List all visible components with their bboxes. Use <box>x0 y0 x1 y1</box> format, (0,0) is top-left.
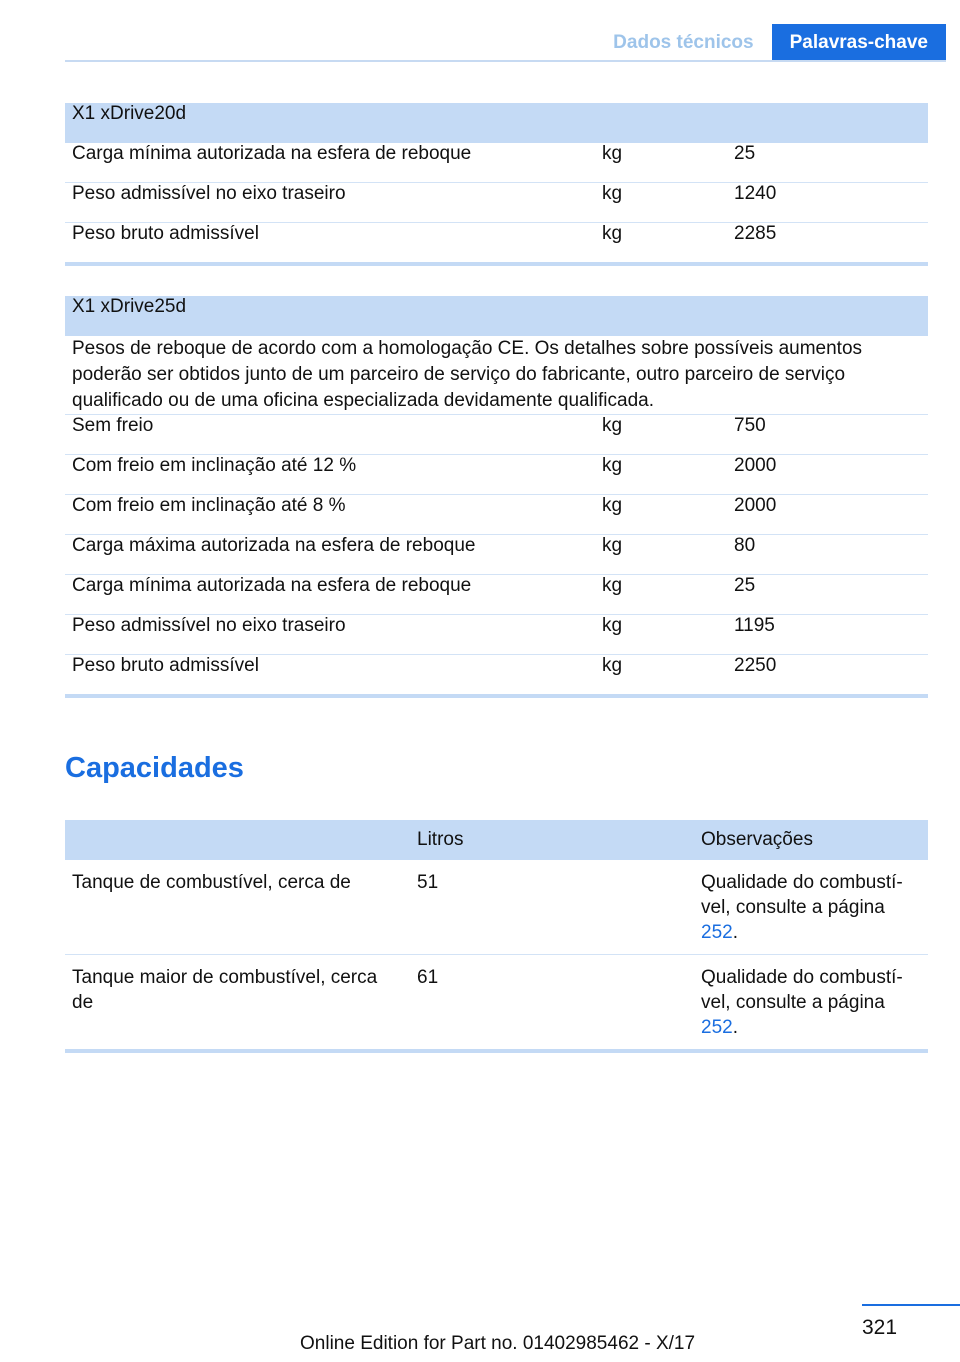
row-unit: kg <box>595 143 727 183</box>
row-value: 2000 <box>727 455 928 495</box>
row-unit: kg <box>595 223 727 265</box>
row-value: 25 <box>727 575 928 615</box>
table-header <box>65 103 928 143</box>
row-unit: kg <box>595 455 727 495</box>
row-unit: kg <box>595 495 727 535</box>
row-label: Tanque de combustível, cerca de <box>65 860 410 955</box>
row-value: 750 <box>727 415 928 455</box>
table-row <box>65 955 928 1052</box>
row-label: Carga mínima autorizada na esfera de reboque <box>65 575 595 615</box>
row-note-cell <box>694 860 928 955</box>
row-unit: kg <box>595 415 727 455</box>
row-label: Tanque maior de combustível, cerca de <box>65 955 410 1052</box>
row-note: Qualidade do combustível, consulte a página <box>701 872 903 918</box>
page-link[interactable]: 252 <box>701 922 733 943</box>
table-row <box>65 495 928 535</box>
weights-table-xdrive25d <box>65 296 928 698</box>
row-value: 80 <box>727 535 928 575</box>
row-label: Peso bruto admissível <box>65 655 595 697</box>
table-row <box>65 575 928 615</box>
header-empty <box>65 820 410 860</box>
row-unit: kg <box>595 655 727 697</box>
capacities-table <box>65 820 928 1053</box>
table-row <box>65 655 928 697</box>
table-row <box>65 415 928 455</box>
table-row <box>65 455 928 495</box>
edition-footer: Online Edition for Part no. 01402985462 - X/17 <box>300 1333 696 1354</box>
table-header <box>65 820 928 860</box>
header-observacoes: Observações <box>694 820 928 860</box>
row-value: 1240 <box>727 183 928 223</box>
chapter-tabs <box>595 24 946 61</box>
row-label: Com freio em inclinação até 8 % <box>65 495 595 535</box>
header-litros: Litros <box>410 820 694 860</box>
table-note-row <box>65 336 928 415</box>
row-liters: 51 <box>410 860 694 955</box>
tab-dados-tecnicos[interactable]: Dados técnicos <box>613 32 754 53</box>
table-title: X1 xDrive25d <box>65 296 928 336</box>
table-row <box>65 143 928 183</box>
header-divider <box>65 60 946 62</box>
row-unit: kg <box>595 575 727 615</box>
row-value: 2285 <box>727 223 928 265</box>
table-row <box>65 615 928 655</box>
row-note-suffix: . <box>732 1017 738 1038</box>
tab-palavras-chave[interactable]: Palavras-chave <box>772 24 946 61</box>
table-row <box>65 183 928 223</box>
row-value: 2000 <box>727 495 928 535</box>
row-label: Carga máxima autorizada na esfera de reboque <box>65 535 595 575</box>
row-label: Com freio em inclinação até 12 % <box>65 455 595 495</box>
page-number: 321 <box>862 1316 898 1339</box>
page-link[interactable]: 252 <box>701 1017 733 1038</box>
row-unit: kg <box>595 615 727 655</box>
table-row <box>65 535 928 575</box>
row-value: 25 <box>727 143 928 183</box>
row-note-cell <box>694 955 928 1052</box>
row-label: Peso bruto admissível <box>65 223 595 265</box>
row-label: Peso admissível no eixo traseiro <box>65 615 595 655</box>
row-label: Carga mínima autorizada na esfera de reboque <box>65 143 595 183</box>
row-unit: kg <box>595 183 727 223</box>
row-label: Sem freio <box>65 415 595 455</box>
row-value: 2250 <box>727 655 928 697</box>
table-title: X1 xDrive20d <box>65 103 928 143</box>
row-note-suffix: . <box>732 922 738 943</box>
page-number-rule <box>862 1304 960 1306</box>
section-title-capacidades: Capacidades <box>65 752 244 784</box>
row-label: Peso admissível no eixo traseiro <box>65 183 595 223</box>
row-unit: kg <box>595 535 727 575</box>
table-note: Pesos de reboque de acordo com a homologação CE. Os detalhes sobre possíveis aumentos poderão ser obtidos junto de um parceiro de serviço do fabricante, outro parceiro de serviço qualificado ou de uma oficina especializada devidamente qualificada. <box>65 336 928 415</box>
table-row <box>65 223 928 265</box>
weights-table-xdrive20d <box>65 103 928 266</box>
row-value: 1195 <box>727 615 928 655</box>
table-header <box>65 296 928 336</box>
row-liters: 61 <box>410 955 694 1052</box>
table-row <box>65 860 928 955</box>
row-note: Qualidade do combustível, consulte a página <box>701 967 903 1013</box>
